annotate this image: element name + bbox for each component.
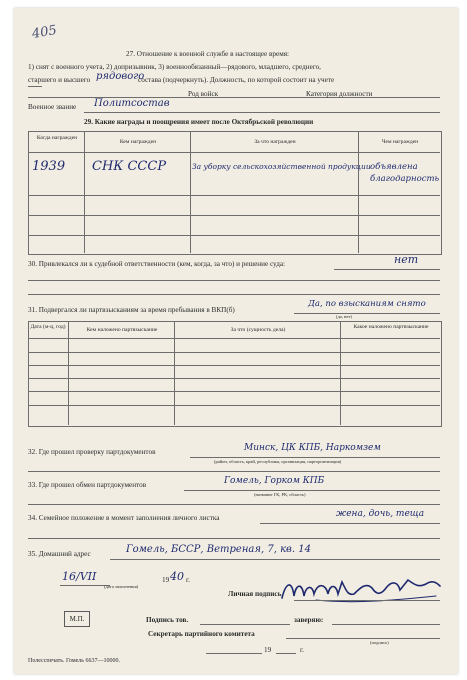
voennoe-zvanie-label: Военное звание [28,103,77,111]
rule [28,405,440,406]
rod-voisk-label: Род войск [188,90,219,98]
rule [28,365,440,366]
form-sheet [14,8,458,674]
rule [190,131,191,253]
handwritten-signature [276,570,444,610]
rule [60,585,110,586]
rule [110,559,440,560]
section-35-handwritten: Гомель, БССР, Ветреная, 7, кв. 14 [126,544,311,555]
fill-date-day: 16/VII [62,570,97,583]
section-31-handwritten: Да, по взысканиям снято [308,299,426,309]
section-29-title: 29. Какие награды и поощрения имеет после Октябрьской революции [84,118,314,126]
rule [28,97,440,98]
col-header-imposed-by: Кем наложено партвзыскание [86,327,158,333]
rule [200,624,290,625]
underline [28,86,42,87]
col-header-award: Чем награжден [381,139,419,145]
section-32-note: (район, область, край, республика, организация, парторганизация) [214,459,342,464]
section-27-line2a: старшего и высшего [28,76,91,84]
mp-stamp-box: М.П. [64,611,90,627]
secretary-caption: (подпись) [370,640,389,645]
rule [190,457,440,458]
rule [84,131,85,253]
fill-date-caption: (дата заполнения) [104,584,139,589]
rule [206,653,262,654]
rule [28,471,440,472]
voennoe-zvanie-handwritten: Политсостав [94,98,170,109]
fill-date-year-printed: 19 [162,576,170,584]
section-30-label: 30. Привлекался ли к судебной ответственности (кем, когда, за что) и решение суда: [28,260,286,268]
rule [28,235,440,236]
award-for: За уборку сельскохозяйственной продукции [192,162,371,171]
col-header-for-what: За что награжден [254,139,296,145]
rule [276,653,296,654]
penalties-table [28,321,442,427]
fill-date-suffix: г. [186,576,190,584]
rule [294,313,440,314]
rule [334,269,440,270]
rule [184,490,440,491]
section-32-handwritten: Минск, ЦК КПБ, Наркомзем [244,443,381,453]
section-27-line2b: состава (подчеркнуть). Должность, по которой состоит на учете [138,76,335,84]
col-header-by-whom: Кем награжден [119,139,157,145]
col-header-date: Дата (м-ц, год) [30,324,66,330]
printer-imprint: Полесспечать. Гомель 6637—10000. [28,658,121,664]
section-31-label: 31. Подвергался ли партвзысканиям за время пребывания в ВКП(б) [28,306,235,314]
award-what: объявлена благодарность [370,162,440,185]
rule [28,352,440,353]
kategoriya-label: Категория должности [306,90,373,98]
col-header-when: Когда награжден [36,135,78,141]
section-30-handwritten: нет [394,253,419,266]
page-number: 405 [30,22,58,43]
rule [84,112,440,113]
secretary-label: Секретарь партийного комитета [148,630,255,638]
rule [294,600,440,601]
section-27-rank-handwritten: рядового [96,71,145,82]
col-header-penalty: Какое наложено партвзыскание [353,324,429,330]
section-33-label: 33. Где прошел обмен партдокументов [28,481,147,489]
section-32-label: 32. Где прошел проверку партдокументов [28,448,156,456]
rule [68,321,69,425]
section-33-note: (название ГК, РК, область) [254,492,306,497]
rule [358,131,359,253]
rule [28,538,440,539]
rule [332,624,440,625]
date-bottom-year: 19 [264,646,272,654]
rule [28,195,440,196]
section-27-line1: 1) снят с военного учета, 2) допризывник, 3) военнообязанный—рядового, младшего, среднего, [28,63,321,71]
rule [28,504,440,505]
section-34-handwritten: жена, дочь, теща [336,509,425,519]
rule [286,638,440,639]
award-by: СНК СССР [92,159,167,174]
col-header-reason: За что (сущность дела) [230,327,286,333]
rule [28,215,440,216]
rule [260,523,440,524]
section-27-title: 27. Отношение к военной службе в настоящее время: [126,50,290,58]
rule [28,280,440,281]
section-31-note: (да, нет) [336,314,352,319]
rule [340,321,341,425]
rule [28,378,440,379]
signature-label: Личная подпись [228,590,282,598]
rule [28,294,440,295]
certify-label: Подпись тов. [146,616,189,624]
section-35-label: 35. Домашний адрес [28,550,91,558]
date-bottom-suffix: г. [300,646,304,654]
rule [28,152,440,153]
rule [174,321,175,425]
rule [28,338,440,339]
award-year: 1939 [32,159,66,174]
awards-table [28,131,442,255]
section-34-label: 34. Семейное положение в момент заполнения личного листка [28,514,220,522]
fill-date-year-handwritten: 40 [170,570,184,583]
section-33-handwritten: Гомель, Горком КПБ [224,476,325,486]
rule [28,391,440,392]
certify-zaveryayu: заверяю: [294,616,324,624]
